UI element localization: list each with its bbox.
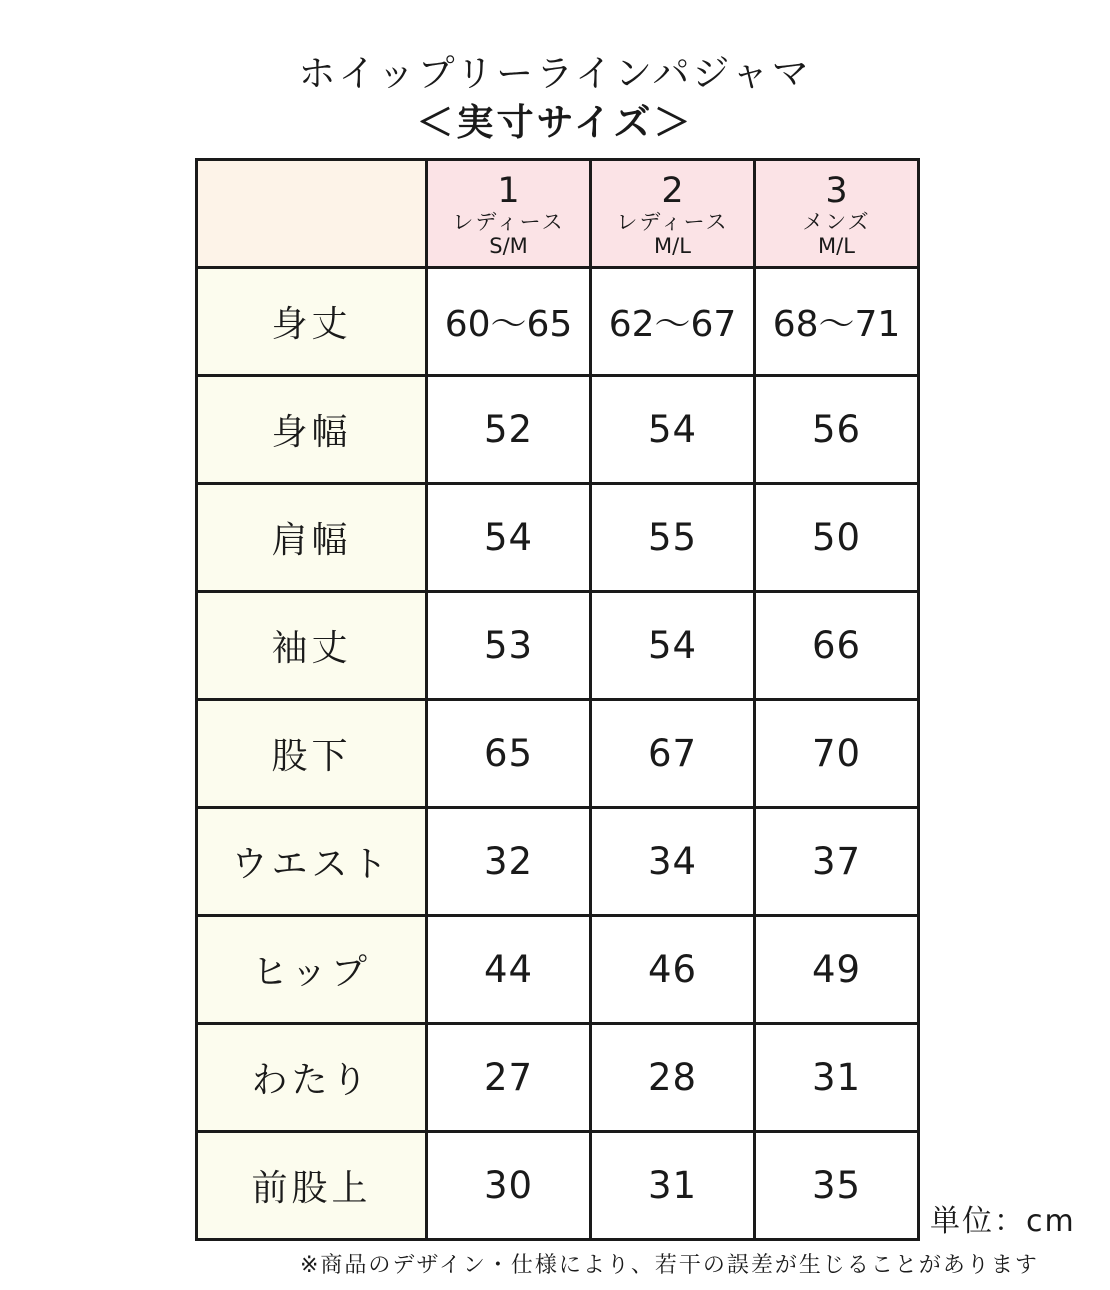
product-title: ホイップリーラインパジャマ <box>298 52 812 95</box>
table-row <box>197 592 919 700</box>
table-row <box>197 916 919 1024</box>
table-row <box>197 700 919 808</box>
cell-value: 49 <box>755 916 919 1024</box>
cell-value: 28 <box>591 1024 755 1132</box>
size-header-1 <box>427 160 591 268</box>
size-header-row <box>197 160 919 268</box>
size-type: レディース <box>452 209 565 234</box>
cell-value: 70 <box>755 700 919 808</box>
corner-cell <box>197 160 427 268</box>
size-number: 3 <box>825 170 848 211</box>
table-subtitle: ＜実寸サイズ＞ <box>416 101 694 144</box>
cell-value: 52 <box>427 376 591 484</box>
cell-value: 67 <box>591 700 755 808</box>
row-label: 股下 <box>197 700 427 808</box>
size-range: M/L <box>818 233 855 258</box>
table-row <box>197 1132 919 1240</box>
cell-value: 54 <box>591 592 755 700</box>
cell-value: 56 <box>755 376 919 484</box>
table-row <box>197 808 919 916</box>
row-label: ウエスト <box>197 808 427 916</box>
cell-value: 53 <box>427 592 591 700</box>
cell-value: 30 <box>427 1132 591 1240</box>
size-header-3 <box>755 160 919 268</box>
cell-value: 44 <box>427 916 591 1024</box>
cell-value: 37 <box>755 808 919 916</box>
size-number: 1 <box>497 170 520 211</box>
size-chart-table <box>195 158 920 1241</box>
cell-value: 68～71 <box>755 268 919 376</box>
size-header-2 <box>591 160 755 268</box>
unit-label: 単位：cm <box>930 1204 1076 1239</box>
size-range: M/L <box>654 233 691 258</box>
cell-value: 31 <box>591 1132 755 1240</box>
size-number: 2 <box>661 170 684 211</box>
cell-value: 35 <box>755 1132 919 1240</box>
size-type: メンズ <box>802 209 871 234</box>
row-label: わたり <box>197 1024 427 1132</box>
table-row <box>197 484 919 592</box>
row-label: 肩幅 <box>197 484 427 592</box>
cell-value: 50 <box>755 484 919 592</box>
cell-value: 54 <box>427 484 591 592</box>
size-range: S/M <box>489 233 528 258</box>
row-label: 身丈 <box>197 268 427 376</box>
row-label: ヒップ <box>197 916 427 1024</box>
row-label: 前股上 <box>197 1132 427 1240</box>
size-type: レディース <box>616 209 729 234</box>
cell-value: 34 <box>591 808 755 916</box>
cell-value: 54 <box>591 376 755 484</box>
cell-value: 46 <box>591 916 755 1024</box>
table-row <box>197 1024 919 1132</box>
cell-value: 31 <box>755 1024 919 1132</box>
cell-value: 65 <box>427 700 591 808</box>
cell-value: 62～67 <box>591 268 755 376</box>
disclaimer-note: ※商品のデザイン・仕様により、若干の誤差が生じることがあります <box>300 1253 1039 1278</box>
table-row <box>197 268 919 376</box>
cell-value: 55 <box>591 484 755 592</box>
cell-value: 60～65 <box>427 268 591 376</box>
row-label: 身幅 <box>197 376 427 484</box>
cell-value: 32 <box>427 808 591 916</box>
cell-value: 27 <box>427 1024 591 1132</box>
table-row <box>197 376 919 484</box>
row-label: 袖丈 <box>197 592 427 700</box>
cell-value: 66 <box>755 592 919 700</box>
